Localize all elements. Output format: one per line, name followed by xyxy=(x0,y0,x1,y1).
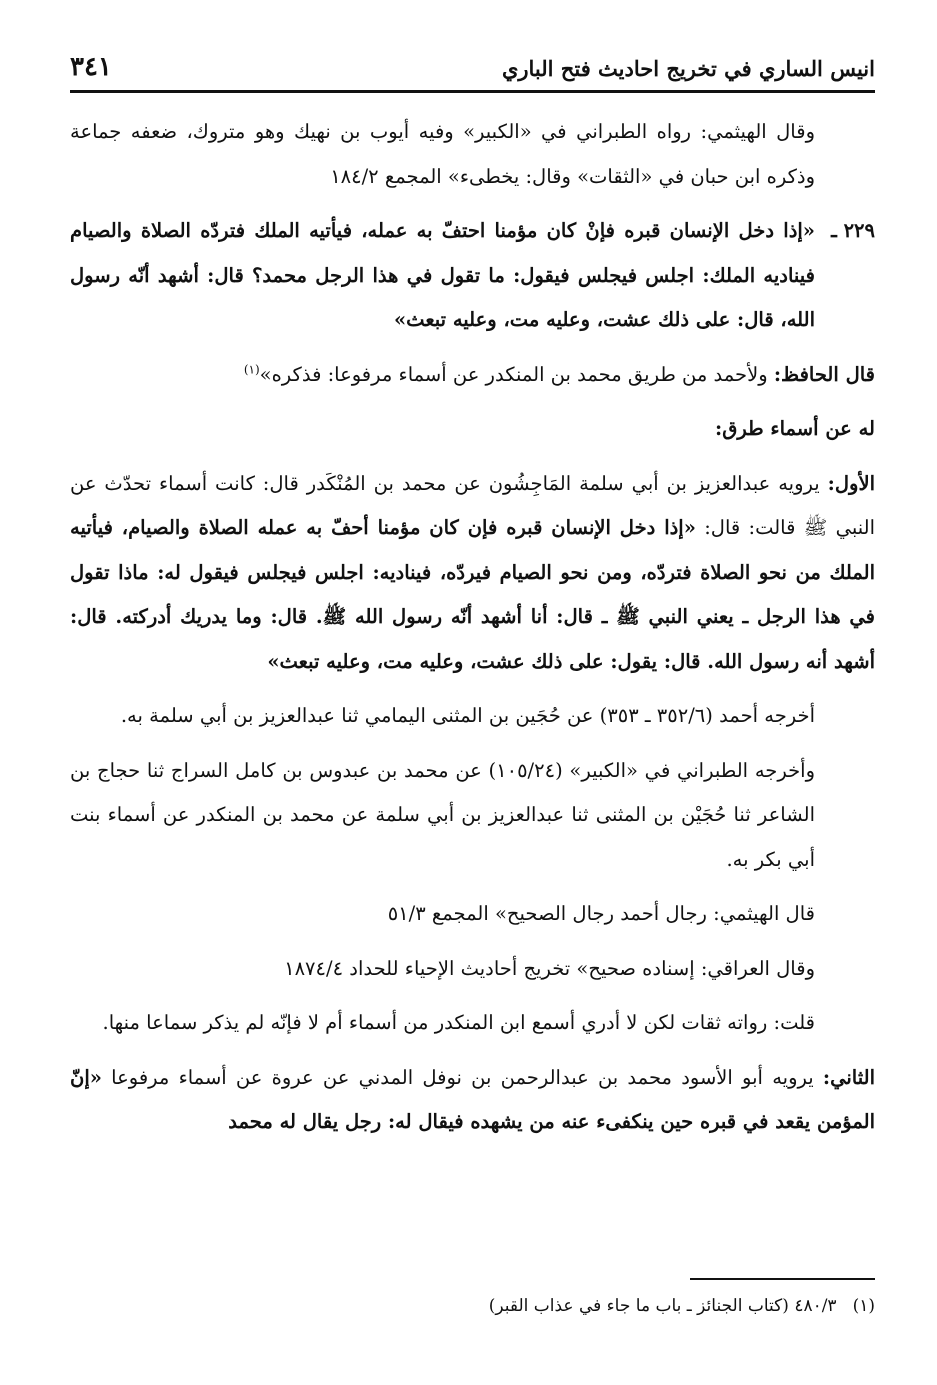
hafiz-label: قال الحافظ: xyxy=(773,362,875,386)
turuq-heading: له عن أسماء طرق: xyxy=(715,417,875,440)
footnote-divider xyxy=(690,1278,875,1280)
paragraph-hafiz xyxy=(70,353,875,398)
footnote xyxy=(70,1292,875,1320)
paragraph-iraqi: وقال العراقي: إسناده صحيح» تخريج أحاديث الإحياء للحداد ١٨٧٤/٤ xyxy=(284,956,815,980)
paragraph-haythami-quote: وقال الهيثمي: رواه الطبراني في «الكبير» وفيه أيوب بن نهيك وهو متروك، ضعفه جماعة وذكره ابن حبان في «الثقات» وقال: يخطىء» المجمع ١٨٤/٢ xyxy=(70,120,815,188)
footnote-mark: (١) xyxy=(852,1296,875,1316)
paragraph-haythami-rijal: قال الهيثمي: رجال أحمد رجال الصحيح» المجمع ٥١/٣ xyxy=(387,902,815,925)
page-header xyxy=(70,50,875,93)
hadith-229 xyxy=(70,209,875,343)
first-path-label: الأول: xyxy=(827,471,875,495)
hafiz-text: ولأحمد من طريق محمد بن المنكدر عن أسماء مرفوعا: فذكره» xyxy=(259,362,768,386)
first-path-text: يرويه عبدالعزيز بن أبي سلمة المَاجِشُون عن محمد بن المُنْكَدر قال: كانت أسماء تحدّث عن النبي ﷺ قالت: قال: xyxy=(70,471,875,539)
paragraph-qultu: قلت: رواته ثقات لكن لا أدري أسمع ابن المنكدر من أسماء أم لا فإنّه لم يذكر سماعا منها. xyxy=(102,1011,815,1034)
hadith-number: ٢٢٩ ـ xyxy=(831,219,875,242)
page-number: ٣٤١ xyxy=(70,52,112,82)
paragraph-first-path xyxy=(70,462,875,685)
paragraph-ahmad: أخرجه أحمد (٣٥٢/٦ ـ ٣٥٣) عن حُجَين بن المثنى اليمامي ثنا عبدالعزيز بن أبي سلمة به. xyxy=(120,704,815,727)
second-path-label: الثاني: xyxy=(822,1065,875,1089)
paragraph-second-path xyxy=(70,1056,875,1145)
running-title: انيس الساري في تخريج احاديث فتح الباري xyxy=(501,56,875,81)
page-body xyxy=(70,110,875,1155)
second-path-text: يرويه أبو الأسود محمد بن عبدالرحمن بن نوفل المدني عن عروة عن أسماء مرفوعا xyxy=(111,1065,814,1089)
footnote-text: ٤٨٠/٣ (كتاب الجنائز ـ باب ما جاء في عذاب القبر) xyxy=(488,1296,837,1316)
first-path-hadith: «إذا دخل الإنسان قبره فإن كان مؤمنا أحفّ به عمله الصلاة والصيام، فيأتيه الملك من نحو الصلاة فتردّه، ومن نحو الصيام فيردّه، فيناديه: اجلس فيجلس فيقول له: ماذا تقول في هذا الرجل ـ يعني النبي ﷺ ـ قال: أنا أشهد أنّه رسول الله ﷺ. قال: وما يدريك أدركته. قال: أشهد أنه رسول الله. قال: يقول: على ذلك عشت، وعليه مت، وعليه تبعث» xyxy=(70,516,875,673)
second-path-hadith: «إنّ المؤمن يقعد في قبره حين ينكفىء عنه من يشهده فيقال له: رجل يقال له محمد xyxy=(70,1065,875,1133)
footnote-reference[interactable]: (١) xyxy=(243,362,260,376)
paragraph-tabarani: وأخرجه الطبراني في «الكبير» (١٠٥/٢٤) عن محمد بن عبدوس بن كامل السراج ثنا حجاج بن الشاعر ثنا حُجَيْن بن المثنى ثنا عبدالعزيز بن أبي سلمة عن محمد بن المنكدر عن أسماء بنت أبي بكر به. xyxy=(70,758,815,871)
hadith-text: «إذا دخل الإنسان قبره فإنْ كان مؤمنا احتفّ به عمله، فيأتيه الملك فتردّه الصلاة والصيام فيناديه الملك: اجلس فيجلس فيقول: ما تقول في هذا الرجل محمد؟ قال: أشهد أنّه رسول الله، قال: على ذلك عشت، وعليه مت، وعليه تبعث» xyxy=(70,219,815,331)
